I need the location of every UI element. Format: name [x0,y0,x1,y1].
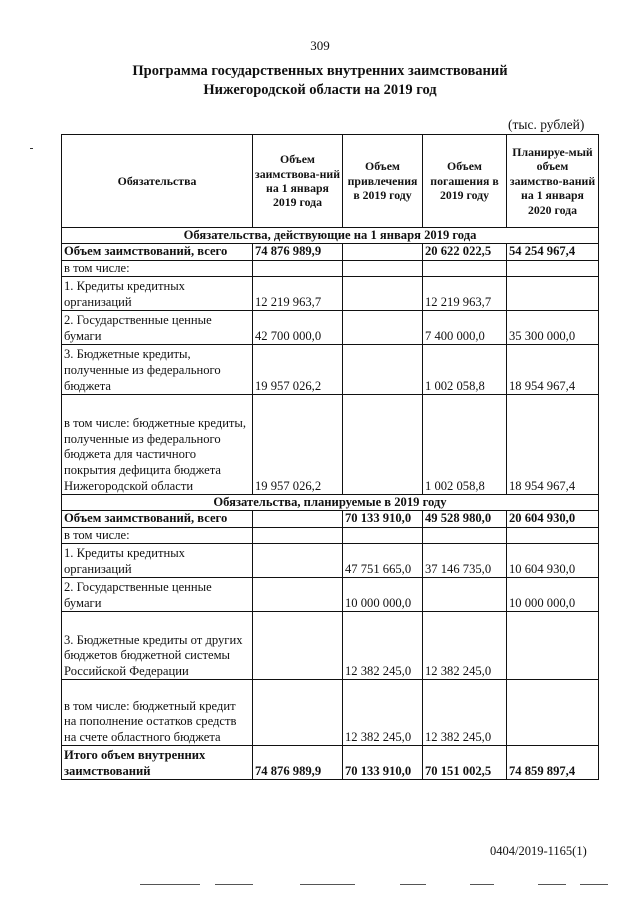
header-repayment-2019: Объем погашения в 2019 году [423,135,507,228]
cell-value: 12 382 245,0 [423,680,507,746]
scan-artifact-line [400,884,426,885]
borrowing-program-table [61,134,599,780]
document-code: 0404/2019-1165(1) [490,844,587,858]
table-row [62,311,599,345]
cell-value: 74 859 897,4 [507,746,599,780]
cell-value: 70 133 910,0 [343,511,423,528]
cell-value [253,527,343,544]
cell-value [507,612,599,680]
row-label: в том числе: бюджетные кредиты, полученные из федерального бюджета для частичного покрытия дефицита бюджета Нижегородской области [62,395,253,495]
header-obligations: Обязательства [62,135,253,228]
cell-value [507,680,599,746]
cell-value [253,680,343,746]
header-debt-jan-2019: Объем заимствова-ний на 1 января 2019 года [253,135,343,228]
cell-value [253,511,343,528]
section-title-row [62,228,599,244]
cell-value: 74 876 989,9 [253,746,343,780]
cell-value [253,578,343,612]
table-row [62,345,599,395]
row-label: в том числе: бюджетный кредит на пополнение остатков средств на счете областного бюджета [62,680,253,746]
cell-value [423,260,507,277]
table-row [62,544,599,578]
row-label: 2. Государственные ценные бумаги [62,578,253,612]
cell-value: 18 954 967,4 [507,345,599,395]
cell-value [423,527,507,544]
table-header-row [62,135,599,228]
cell-value: 19 957 026,2 [253,345,343,395]
header-raising-2019: Объем привлечения в 2019 году [343,135,423,228]
row-label: 1. Кредиты кредитных организаций [62,544,253,578]
header-planned-jan-2020: Планируе-мый объем заимство-ваний на 1 января 2020 года [507,135,599,228]
table-row [62,680,599,746]
cell-value [423,578,507,612]
table-row [62,612,599,680]
cell-value: 12 382 245,0 [343,612,423,680]
section-title: Обязательства, действующие на 1 января 2019 года [62,228,599,244]
cell-value: 10 604 930,0 [507,544,599,578]
row-label: 3. Бюджетные кредиты, полученные из федерального бюджета [62,345,253,395]
title-line-1: Программа государственных внутренних заимствований [132,63,508,79]
cell-value: 74 876 989,9 [253,244,343,261]
cell-value [343,277,423,311]
cell-value: 35 300 000,0 [507,311,599,345]
cell-value: 37 146 735,0 [423,544,507,578]
row-label: в том числе: [62,260,253,277]
scan-artifact-line [300,884,355,885]
table-row [62,578,599,612]
cell-value [253,544,343,578]
margin-mark [30,148,33,149]
scan-artifact-line [140,884,200,885]
cell-value: 49 528 980,0 [423,511,507,528]
scan-artifact-line [580,884,608,885]
scan-artifact-line [470,884,494,885]
cell-value: 12 219 963,7 [423,277,507,311]
cell-value: 42 700 000,0 [253,311,343,345]
cell-value: 20 604 930,0 [507,511,599,528]
cell-value [343,311,423,345]
row-label: 3. Бюджетные кредиты от других бюджетов бюджетной системы Российской Федерации [62,612,253,680]
cell-value [343,345,423,395]
cell-value: 54 254 967,4 [507,244,599,261]
section-title: Обязательства, планируемые в 2019 году [62,495,599,511]
cell-value: 12 382 245,0 [423,612,507,680]
scan-artifact-line [215,884,253,885]
section-title-row [62,495,599,511]
cell-value: 20 622 022,5 [423,244,507,261]
cell-value [507,260,599,277]
cell-value: 10 000 000,0 [343,578,423,612]
table-row [62,260,599,277]
row-label: Объем заимствований, всего [62,511,253,528]
cell-value: 47 751 665,0 [343,544,423,578]
cell-value: 70 151 002,5 [423,746,507,780]
cell-value: 1 002 058,8 [423,345,507,395]
total-row [62,746,599,780]
row-label: Итого объем внутренних заимствований [62,746,253,780]
cell-value [343,395,423,495]
title-line-2: Нижегородской области на 2019 год [203,82,437,98]
table-row [62,277,599,311]
cell-value: 7 400 000,0 [423,311,507,345]
cell-value: 12 219 963,7 [253,277,343,311]
cell-value [253,612,343,680]
cell-value [507,527,599,544]
table-row [62,511,599,528]
table-row [62,527,599,544]
row-label: 1. Кредиты кредитных организаций [62,277,253,311]
table-row [62,395,599,495]
row-label: Объем заимствований, всего [62,244,253,261]
document-title [0,62,640,100]
row-label: в том числе: [62,527,253,544]
cell-value: 19 957 026,2 [253,395,343,495]
cell-value [343,527,423,544]
table-row [62,244,599,261]
row-label: 2. Государственные ценные бумаги [62,311,253,345]
cell-value [253,260,343,277]
cell-value [343,244,423,261]
scan-artifact-line [538,884,566,885]
units-label: (тыс. рублей) [508,117,585,132]
cell-value: 10 000 000,0 [507,578,599,612]
cell-value: 18 954 967,4 [507,395,599,495]
cell-value: 1 002 058,8 [423,395,507,495]
cell-value: 70 133 910,0 [343,746,423,780]
cell-value [343,260,423,277]
cell-value: 12 382 245,0 [343,680,423,746]
page-number: 309 [310,38,330,53]
cell-value [507,277,599,311]
